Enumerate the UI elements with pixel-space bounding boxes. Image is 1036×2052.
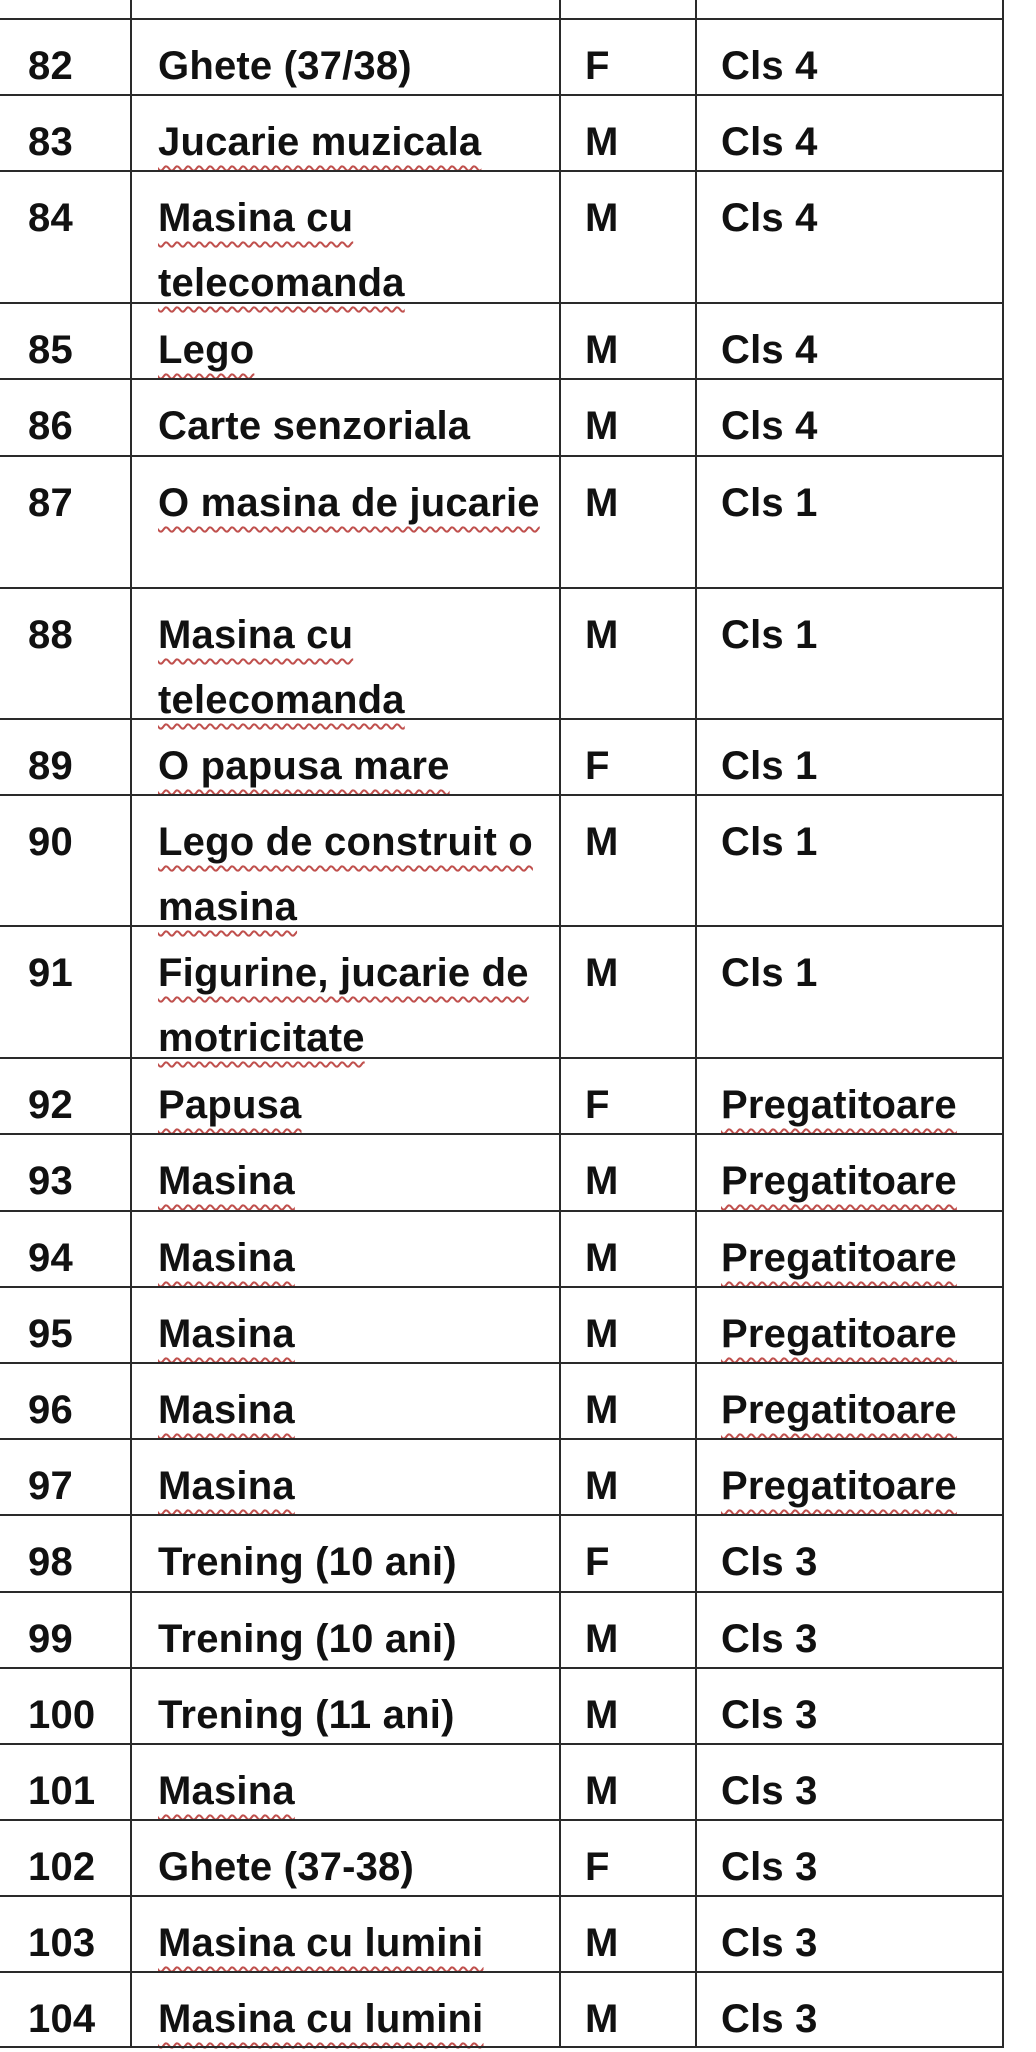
table-row-partial: [0, 0, 1004, 18]
table-row: [0, 170, 1004, 305]
item-cell: [130, 96, 559, 170]
row-number-cell: [0, 1135, 130, 1210]
row-number-cell: [0, 1212, 130, 1286]
class-cell: [695, 1212, 1004, 1286]
gender-cell: [559, 1593, 695, 1667]
row-number-text: 86: [28, 404, 73, 448]
gender-cell: [559, 1288, 695, 1362]
row-number-text: 84: [28, 196, 73, 240]
row-number-text: 98: [28, 1540, 73, 1584]
class-text: Cls 3: [721, 1693, 818, 1737]
gender-cell: [559, 1364, 695, 1438]
item-cell: [130, 1059, 559, 1133]
table-row: [0, 1514, 1004, 1591]
class-text: Pregatitoare: [721, 1312, 957, 1356]
table-row: [0, 1210, 1004, 1286]
row-number-cell: [0, 1669, 130, 1743]
row-number-text: 96: [28, 1388, 73, 1432]
gender-text: M: [585, 1921, 619, 1965]
partial-cell: [559, 0, 695, 18]
gender-cell: [559, 1212, 695, 1286]
table-row: [0, 925, 1004, 1060]
item-text: Trening (11 ani): [158, 1693, 455, 1737]
table-row: [0, 378, 1004, 455]
row-number-text: 87: [28, 481, 73, 525]
item-text: Masina: [158, 1312, 295, 1356]
row-number-cell: [0, 589, 130, 718]
class-cell: [695, 589, 1004, 718]
item-cell: [130, 1745, 559, 1819]
gender-cell: [559, 927, 695, 1057]
gender-cell: [559, 96, 695, 170]
class-text: Cls 1: [721, 951, 818, 995]
gender-text: M: [585, 1388, 619, 1432]
class-cell: [695, 1135, 1004, 1210]
table-row: [0, 1057, 1004, 1133]
row-number-cell: [0, 796, 130, 925]
class-cell: [695, 380, 1004, 455]
item-text: Masina cu telecomanda: [158, 613, 405, 722]
class-cell: [695, 1973, 1004, 2046]
item-text: Masina cu lumini: [158, 1997, 484, 2041]
gender-text: M: [585, 1693, 619, 1737]
table-row: [0, 455, 1004, 587]
class-text: Cls 1: [721, 613, 818, 657]
class-cell: [695, 1593, 1004, 1667]
class-text: Cls 4: [721, 120, 818, 164]
gender-cell: [559, 1516, 695, 1591]
row-number-text: 83: [28, 120, 73, 164]
class-text: Cls 4: [721, 44, 818, 88]
gender-text: F: [585, 1083, 610, 1127]
item-text: Ghete (37-38): [158, 1845, 415, 1889]
table-row: [0, 1286, 1004, 1362]
class-cell: [695, 96, 1004, 170]
row-number-cell: [0, 1364, 130, 1438]
class-text: Pregatitoare: [721, 1083, 957, 1127]
class-cell: [695, 927, 1004, 1057]
row-number-cell: [0, 1821, 130, 1895]
item-cell: [130, 1897, 559, 1971]
gender-text: M: [585, 481, 619, 525]
gender-cell: [559, 1973, 695, 2046]
class-cell: [695, 1059, 1004, 1133]
row-number-text: 104: [28, 1997, 96, 2041]
gender-cell: [559, 1745, 695, 1819]
partial-cell: [0, 0, 130, 18]
table-row: [0, 1667, 1004, 1743]
row-number-text: 82: [28, 44, 73, 88]
row-number-text: 103: [28, 1921, 96, 1965]
class-text: Pregatitoare: [721, 1159, 957, 1203]
gender-cell: [559, 1669, 695, 1743]
item-cell: [130, 927, 559, 1060]
class-cell: [695, 1821, 1004, 1895]
item-cell: [130, 1821, 559, 1895]
table-row: [0, 794, 1004, 929]
gender-text: M: [585, 1464, 619, 1508]
class-cell: [695, 1745, 1004, 1819]
item-text: Masina: [158, 1769, 295, 1813]
row-number-text: 88: [28, 613, 73, 657]
class-cell: [695, 1516, 1004, 1591]
class-text: Cls 4: [721, 196, 818, 240]
item-text: Jucarie muzicala: [158, 120, 482, 164]
class-text: Cls 1: [721, 481, 818, 525]
row-number-cell: [0, 457, 130, 587]
item-text: Figurine, jucarie de motricitate: [158, 951, 529, 1060]
item-cell: [130, 1516, 559, 1591]
item-cell: [130, 1593, 559, 1667]
item-text: Masina: [158, 1464, 295, 1508]
table-row: [0, 302, 1004, 378]
table-row: [0, 718, 1004, 794]
row-number-text: 93: [28, 1159, 73, 1203]
item-text: Masina cu telecomanda: [158, 196, 405, 305]
class-text: Cls 1: [721, 744, 818, 788]
row-number-cell: [0, 96, 130, 170]
class-cell: [695, 796, 1004, 925]
gender-cell: [559, 380, 695, 455]
item-text: Masina: [158, 1236, 295, 1280]
item-text: Trening (10 ani): [158, 1617, 457, 1661]
row-number-cell: [0, 720, 130, 794]
class-text: Pregatitoare: [721, 1464, 957, 1508]
item-cell: [130, 720, 559, 794]
row-number-text: 92: [28, 1083, 73, 1127]
class-cell: [695, 1288, 1004, 1362]
gender-cell: [559, 720, 695, 794]
item-cell: [130, 457, 559, 587]
class-text: Cls 3: [721, 1845, 818, 1889]
row-number-text: 94: [28, 1236, 73, 1280]
item-text: Masina cu lumini: [158, 1921, 484, 1965]
item-text: Ghete (37/38): [158, 44, 412, 88]
row-number-cell: [0, 1973, 130, 2046]
item-text: Lego de construit o masina: [158, 820, 533, 929]
class-text: Cls 3: [721, 1769, 818, 1813]
class-cell: [695, 720, 1004, 794]
class-cell: [695, 172, 1004, 302]
item-cell: [130, 589, 559, 722]
item-text: Lego: [158, 328, 255, 372]
row-number-text: 101: [28, 1769, 96, 1813]
gender-text: M: [585, 404, 619, 448]
item-text: O masina de jucarie: [158, 481, 540, 525]
item-cell: [130, 796, 559, 929]
item-cell: [130, 1973, 559, 2046]
gender-text: M: [585, 328, 619, 372]
class-cell: [695, 1897, 1004, 1971]
gender-text: M: [585, 1617, 619, 1661]
row-number-text: 91: [28, 951, 73, 995]
row-number-text: 95: [28, 1312, 73, 1356]
gender-cell: [559, 1440, 695, 1514]
item-text: Carte senzoriala: [158, 404, 471, 448]
row-number-text: 99: [28, 1617, 73, 1661]
item-text: Masina: [158, 1159, 295, 1203]
gender-cell: [559, 1897, 695, 1971]
class-cell: [695, 20, 1004, 94]
gender-text: M: [585, 196, 619, 240]
gender-text: F: [585, 44, 610, 88]
item-cell: [130, 172, 559, 305]
gender-text: M: [585, 1312, 619, 1356]
item-cell: [130, 380, 559, 455]
class-text: Cls 4: [721, 328, 818, 372]
table-row: [0, 1819, 1004, 1895]
row-number-cell: [0, 1440, 130, 1514]
row-number-text: 90: [28, 820, 73, 864]
item-text: Papusa: [158, 1083, 302, 1127]
class-text: Cls 3: [721, 1997, 818, 2041]
row-number-text: 85: [28, 328, 73, 372]
class-text: Cls 3: [721, 1617, 818, 1661]
gender-text: M: [585, 820, 619, 864]
row-number-text: 102: [28, 1845, 96, 1889]
table-row: [0, 1591, 1004, 1667]
item-cell: [130, 1288, 559, 1362]
item-cell: [130, 1212, 559, 1286]
row-number-cell: [0, 1288, 130, 1362]
row-number-text: 97: [28, 1464, 73, 1508]
item-text: O papusa mare: [158, 744, 450, 788]
table-row: [0, 1895, 1004, 1971]
class-text: Cls 1: [721, 820, 818, 864]
item-cell: [130, 304, 559, 378]
class-cell: [695, 457, 1004, 587]
row-number-cell: [0, 1897, 130, 1971]
gender-text: M: [585, 1997, 619, 2041]
class-text: Pregatitoare: [721, 1236, 957, 1280]
item-cell: [130, 20, 559, 94]
class-text: Pregatitoare: [721, 1388, 957, 1432]
table-row: [0, 1133, 1004, 1210]
gender-cell: [559, 20, 695, 94]
row-number-cell: [0, 1059, 130, 1133]
row-number-cell: [0, 380, 130, 455]
table-row: [0, 587, 1004, 722]
item-cell: [130, 1364, 559, 1438]
item-text: Trening (10 ani): [158, 1540, 457, 1584]
gender-cell: [559, 172, 695, 302]
gender-cell: [559, 457, 695, 587]
gender-text: F: [585, 1845, 610, 1889]
row-number-cell: [0, 20, 130, 94]
table-row: [0, 1362, 1004, 1438]
gender-cell: [559, 589, 695, 718]
class-cell: [695, 304, 1004, 378]
class-text: Cls 4: [721, 404, 818, 448]
table-row: [0, 1438, 1004, 1514]
gender-text: M: [585, 1159, 619, 1203]
table-row: [0, 18, 1004, 94]
row-number-cell: [0, 304, 130, 378]
gender-text: M: [585, 1236, 619, 1280]
item-cell: [130, 1440, 559, 1514]
gender-text: M: [585, 613, 619, 657]
gender-text: F: [585, 1540, 610, 1584]
gender-cell: [559, 304, 695, 378]
item-text: Masina: [158, 1388, 295, 1432]
gender-text: F: [585, 744, 610, 788]
table-row: [0, 1971, 1004, 2046]
gender-text: M: [585, 120, 619, 164]
row-number-cell: [0, 1593, 130, 1667]
class-cell: [695, 1669, 1004, 1743]
table-row: [0, 94, 1004, 170]
class-text: Cls 3: [721, 1540, 818, 1584]
partial-cell: [130, 0, 559, 18]
gender-cell: [559, 1059, 695, 1133]
gender-text: M: [585, 951, 619, 995]
row-number-cell: [0, 1516, 130, 1591]
gender-cell: [559, 796, 695, 925]
partial-cell: [695, 0, 1004, 18]
class-text: Cls 3: [721, 1921, 818, 1965]
item-cell: [130, 1135, 559, 1210]
row-number-text: 100: [28, 1693, 96, 1737]
class-cell: [695, 1440, 1004, 1514]
item-cell: [130, 1669, 559, 1743]
row-number-cell: [0, 1745, 130, 1819]
row-number-cell: [0, 172, 130, 302]
row-number-text: 89: [28, 744, 73, 788]
row-number-cell: [0, 927, 130, 1057]
table-row: [0, 1743, 1004, 1819]
gender-cell: [559, 1821, 695, 1895]
gender-cell: [559, 1135, 695, 1210]
class-cell: [695, 1364, 1004, 1438]
gender-text: M: [585, 1769, 619, 1813]
